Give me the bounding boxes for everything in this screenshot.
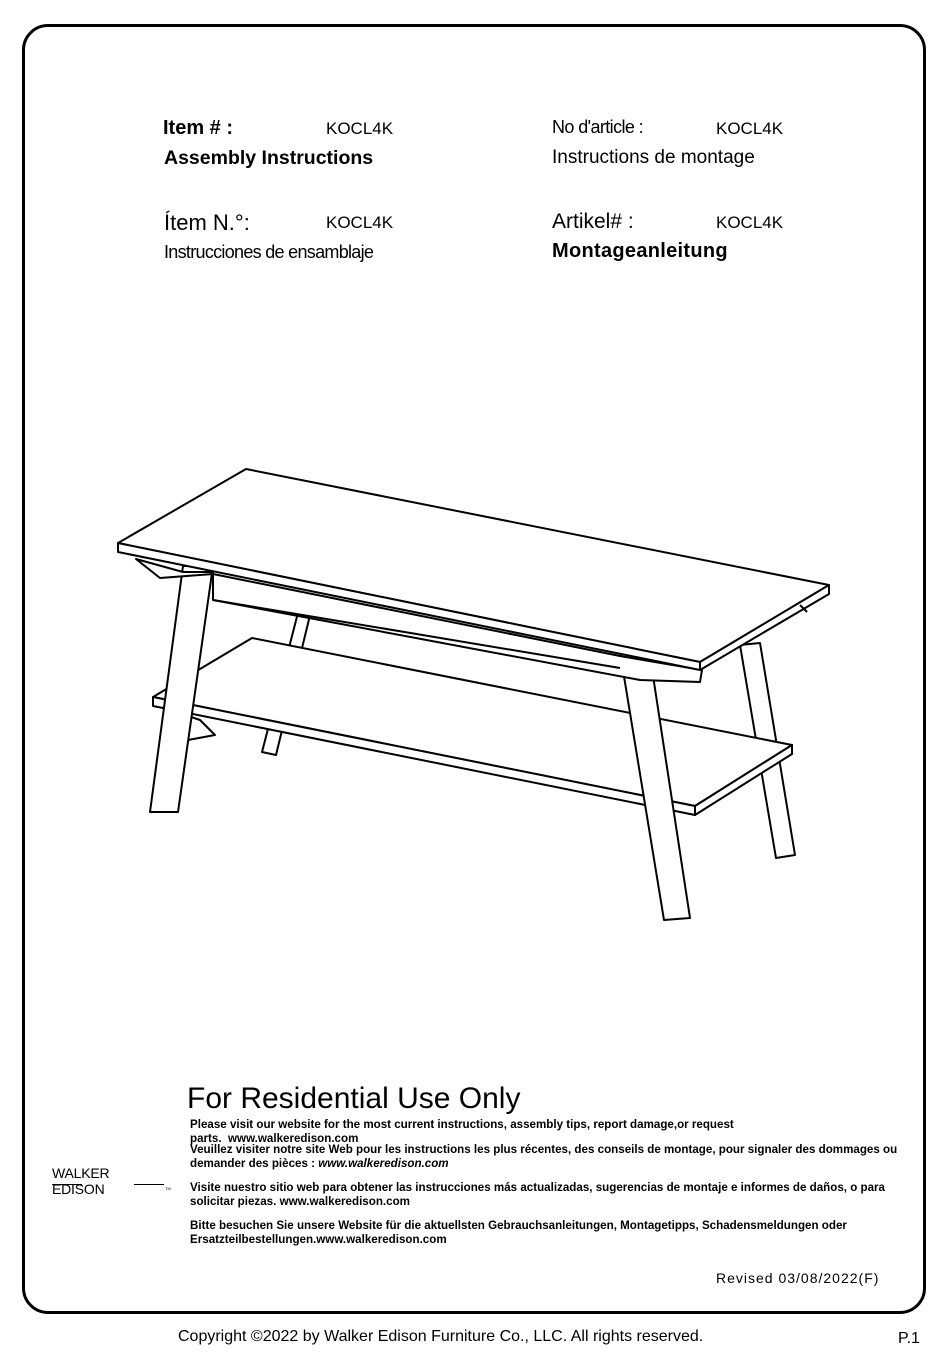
item-code-es: KOCL4K [326,213,394,232]
page-number: P.1 [898,1330,920,1347]
notice-fr-url[interactable]: www.walkeredison.com [318,1157,449,1170]
notice-es-url[interactable]: www.walkeredison.com [279,1195,410,1208]
residential-use-title: For Residential Use Only [187,1082,521,1115]
walker-edison-logo [52,1165,164,1197]
notice-de [190,1219,902,1247]
assembly-title-fr: Instructions de montage [552,147,755,168]
logo-text: WALKER EDISON [52,1165,110,1197]
assembly-title-es: Instrucciones de ensamblaje [164,242,374,262]
item-code-de: KOCL4K [716,213,784,232]
notice-en [190,1118,902,1146]
revision-date: Revised 03/08/2022(F) [716,1270,880,1286]
item-code-en: KOCL4K [326,119,394,138]
notice-es [190,1181,902,1209]
notice-de-url[interactable]: www.walkeredison.com [316,1233,447,1246]
copyright-notice: Copyright ©2022 by Walker Edison Furniture Co., LLC. All rights reserved. [178,1328,704,1345]
notice-en-text: Please visit our website for the most current instructions, assembly tips, report damage,or request parts. [190,1118,734,1145]
item-label-fr: No d'article : [552,117,644,137]
notice-fr [190,1143,902,1171]
logo-rule-right [134,1184,164,1185]
notice-de-text: Bitte besuchen Sie unsere Website für die aktuellsten Gebrauchsanleitungen, Montagetipps, Schadensmeldungen oder Ersatzteilbestellungen. [190,1219,847,1246]
trademark-mark: TM [165,1186,171,1191]
item-label-en: Item # : [163,117,234,139]
item-code-fr: KOCL4K [716,119,784,138]
notice-es-text: Visite nuestro sitio web para obtener las instrucciones más actualizadas, sugerencias de montaje e informes de daños, o para solicitar piezas. [190,1181,885,1208]
assembly-title-en: Assembly Instructions [164,147,374,169]
notice-fr-text: Veuillez visiter notre site Web pour les instructions les plus récentes, des conseils de montage, pour signaler des dommages ou demander des pièces : [190,1143,898,1170]
notice-en-url[interactable]: www.walkeredison.com [228,1132,359,1145]
item-label-es: Ítem N.°: [164,210,250,235]
assembly-title-de: Montageanleitung [552,240,728,262]
item-label-de: Artikel# : [552,210,634,233]
logo-rule-left [52,1184,82,1185]
